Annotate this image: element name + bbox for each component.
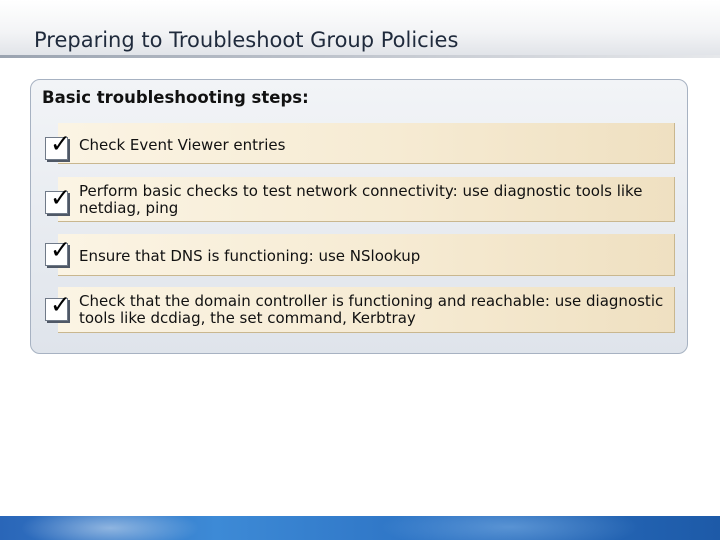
step-item-domain-controller [58, 287, 675, 333]
panel-heading: Basic troubleshooting steps: [42, 88, 309, 107]
step-text: Perform basic checks to test network connectivity: use diagnostic tools like netdiag, ping [79, 182, 643, 217]
step-checkbox [45, 290, 71, 321]
step-checkbox [45, 235, 71, 266]
step-text: Check Event Viewer entries [79, 136, 286, 154]
step-checkbox [45, 183, 71, 214]
checkmark-icon: ✓ [50, 129, 71, 158]
step-item-dns [58, 234, 675, 276]
step-text: Ensure that DNS is functioning: use NSlookup [79, 247, 421, 265]
footer-band [0, 516, 720, 540]
checkmark-icon: ✓ [50, 235, 71, 264]
step-checkbox [45, 129, 71, 160]
checkmark-icon: ✓ [50, 290, 71, 319]
step-item-network-connectivity [58, 177, 675, 222]
checkmark-icon: ✓ [50, 183, 71, 212]
slide-title: Preparing to Troubleshoot Group Policies [34, 28, 459, 52]
step-item-event-viewer [58, 123, 675, 164]
step-text: Check that the domain controller is functioning and reachable: use diagnostic tools like dcdiag, the set command, Kerbtray [79, 292, 664, 327]
